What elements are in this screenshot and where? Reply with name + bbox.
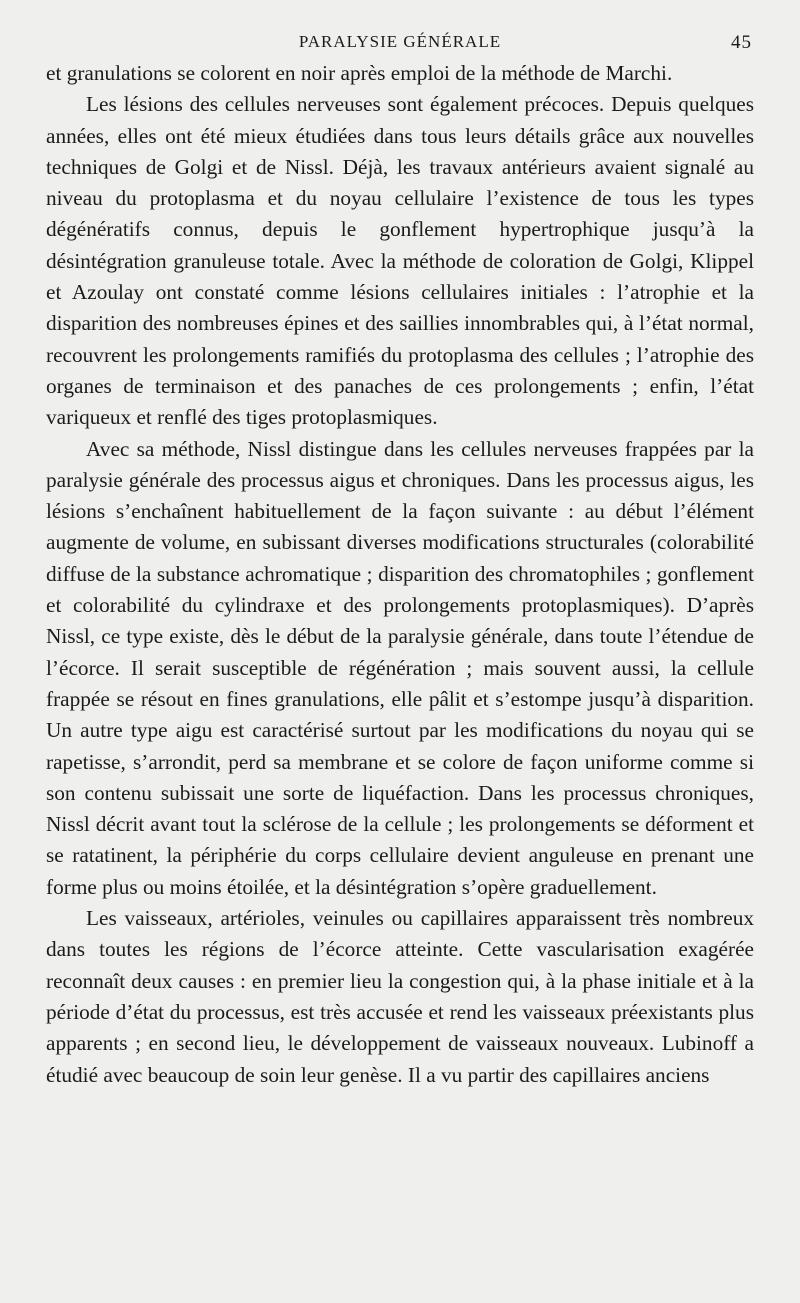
paragraph: Les lésions des cellules nerveuses sont également précoces. Depuis quelques années, elles ont été mieux étudiées dans tous leurs détails grâce aux nouvelles techniques de Golgi et de Nissl. Déjà, les travaux antérieurs avaient signalé au niveau du protoplasma et du noyau cellulaire l’existence de tous les types dégénératifs connus, depuis le gonflement hypertrophique jusqu’à la désintégration granuleuse totale. Avec la méthode de coloration de Golgi, Klippel et Azoulay ont constaté comme lésions cellulaires initiales : l’atrophie et la disparition des nombreuses épines et des saillies innombrables qui, à l’état normal, recouvrent les prolongements ramifiés du protoplasma des cellules ; l’atrophie des organes de terminaison et des panaches de ces prolongements ; enfin, l’état variqueux et renflé des tiges protoplasmiques.: [46, 92, 754, 430]
body-text: [46, 58, 754, 1091]
paragraph: et granulations se colorent en noir après emploi de la méthode de Marchi.: [46, 61, 673, 85]
page-header: [46, 28, 754, 58]
paragraph: Avec sa méthode, Nissl distingue dans les cellules nerveuses frappées par la paralysie générale des processus aigus et chroniques. Dans les processus aigus, les lésions s’enchaînent habituellement de la façon suivante : au début l’élément augmente de volume, en subissant diverses modifications structurales (colorabilité diffuse de la substance achromatique ; disparition des chromatophiles ; gonflement et colorabilité du cylindraxe et des prolongements protoplasmiques). D’après Nissl, ce type existe, dès le début de la paralysie générale, dans toute l’étendue de l’écorce. Il serait susceptible de régénération ; mais souvent aussi, la cellule frappée se résout en fines granulations, elle pâlit et s’estompe jusqu’à disparition. Un autre type aigu est caractérisé surtout par les modifications du noyau qui se rapetisse, s’arrondit, perd sa membrane et se colore de façon uniforme comme si son contenu subissait une sorte de liquéfaction. Dans les processus chroniques, Nissl décrit avant tout la sclérose de la cellule ; les prolongements se déforment et se ratatinent, la périphérie du corps cellulaire devient anguleuse en prenant une forme plus ou moins étoilée, et la désintégration s’opère graduellement.: [46, 436, 754, 899]
page-number: 45: [731, 32, 752, 53]
paragraph: Les vaisseaux, artérioles, veinules ou capillaires apparaissent très nombreux dans toutes les régions de l’écorce atteinte. Cette vascularisation exagérée reconnaît deux causes : en premier lieu la congestion qui, à la phase initiale et à la période d’état du processus, est très accusée et rend les vaisseaux préexistants plus apparents ; en second lieu, le développement de vaisseaux nouveaux. Lubinoff a étudié avec beaucoup de soin leur genèse. Il a vu partir des capillaires anciens: [46, 906, 754, 1087]
running-title: PARALYSIE GÉNÉRALE: [298, 32, 502, 51]
